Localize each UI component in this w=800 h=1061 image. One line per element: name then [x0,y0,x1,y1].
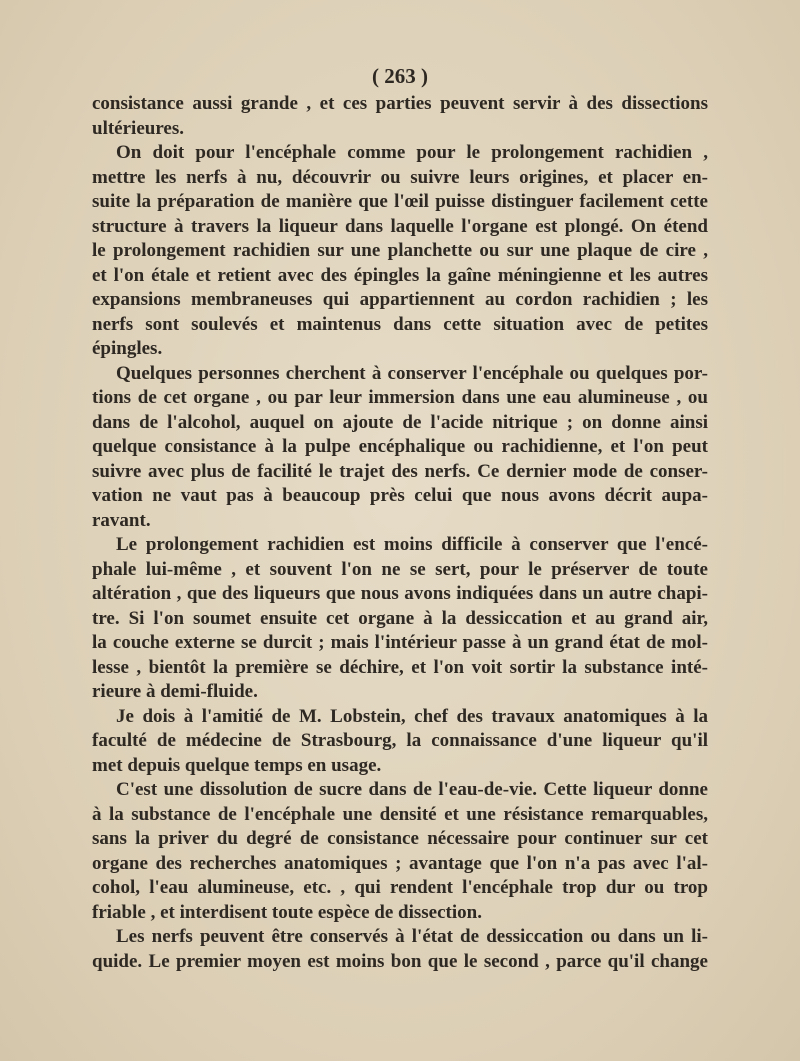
paragraph [92,778,708,925]
text-line: le prolongement rachidien sur une planchette ou sur une plaque de cire , [92,240,708,261]
paragraph [92,533,708,705]
page-number: ( 263 ) [372,64,428,88]
paragraph [92,705,708,779]
text-line: tre. Si l'on soumet ensuite cet organe à la dessiccation et au grand air, [92,607,708,629]
text-line: suite la préparation de manière que l'œil puisse distinguer facilement cette [92,191,708,212]
paragraph [92,362,708,534]
text-line: On doit pour l'encéphale comme pour le prolongement rachidien , [116,142,708,163]
text-line: Les nerfs peuvent être conservés à l'état de dessiccation ou dans un li- [116,926,708,947]
text-line: dans de l'alcohol, auquel on ajoute de l'acide nitrique ; on donne ainsi [92,411,708,433]
text-line: la couche externe se durcit ; mais l'intérieur passe à un grand état de mol- [92,632,708,653]
text-line: faculté de médecine de Strasbourg, la connaissance d'une liqueur qu'il [92,730,708,751]
paragraph [92,141,708,362]
text-line: structure à travers la liqueur dans laquelle l'organe est plongé. On étend [92,215,708,237]
body-text [92,92,708,974]
text-line: cohol, l'eau alumineuse, etc. , qui rendent l'encéphale trop dur ou trop [92,877,708,898]
text-line: consistance aussi grande , et ces parties peuvent servir à des dissections [92,93,708,114]
paragraph [92,925,708,974]
text-line: Je dois à l'amitié de M. Lobstein, chef des travaux anatomiques à la [116,705,708,727]
text-line: ravant. [92,509,151,531]
text-line: friable , et interdisent toute espèce de dissection. [92,901,482,923]
text-line: phale lui-même , et souvent l'on ne se sert, pour le préserver de toute [92,558,708,580]
text-line: lesse , bientôt la première se déchire, et l'on voit sortir la substance inté- [92,656,708,678]
text-line: organe des recherches anatomiques ; avantage que l'on n'a pas avec l'al- [92,852,708,874]
text-line: tions de cet organe , ou par leur immersion dans une eau alumineuse , ou [92,387,708,408]
text-line: mettre les nerfs à nu, découvrir ou suivre leurs origines, et placer en- [92,166,708,188]
text-line: suivre avec plus de facilité le trajet des nerfs. Ce dernier mode de conser- [92,460,708,482]
text-line: C'est une dissolution de sucre dans de l'eau-de-vie. Cette liqueur donne [116,779,708,800]
text-line: quelque consistance à la pulpe encéphalique ou rachidienne, et l'on peut [92,436,708,457]
text-line: met depuis quelque temps en usage. [92,754,382,776]
text-line: ultérieures. [92,117,184,139]
text-line: expansions membraneuses qui appartiennent au cordon rachidien ; les [92,289,708,310]
text-line: Le prolongement rachidien est moins difficile à conserver que l'encé- [116,534,708,555]
paragraph [92,92,708,141]
text-line: à la substance de l'encéphale une densité et une résistance remarquables, [92,803,708,825]
text-line: vation ne vaut pas à beaucoup près celui que nous avons décrit aupa- [92,485,708,506]
text-line: quide. Le premier moyen est moins bon que le second , parce qu'il change [92,950,708,972]
text-line: rieure à demi-fluide. [92,681,258,702]
text-line: Quelques personnes cherchent à conserver l'encéphale ou quelques por- [116,362,708,384]
text-line: épingles. [92,338,163,359]
text-line: sans la priver du degré de consistance nécessaire pour continuer sur cet [92,828,708,849]
text-line: altération , que des liqueurs que nous avons indiquées dans un autre chapi- [92,583,708,604]
text-line: et l'on étale et retient avec des épingles la gaîne méningienne et les autres [92,264,708,286]
text-line: nerfs sont soulevés et maintenus dans cette situation avec de petites [92,313,708,335]
